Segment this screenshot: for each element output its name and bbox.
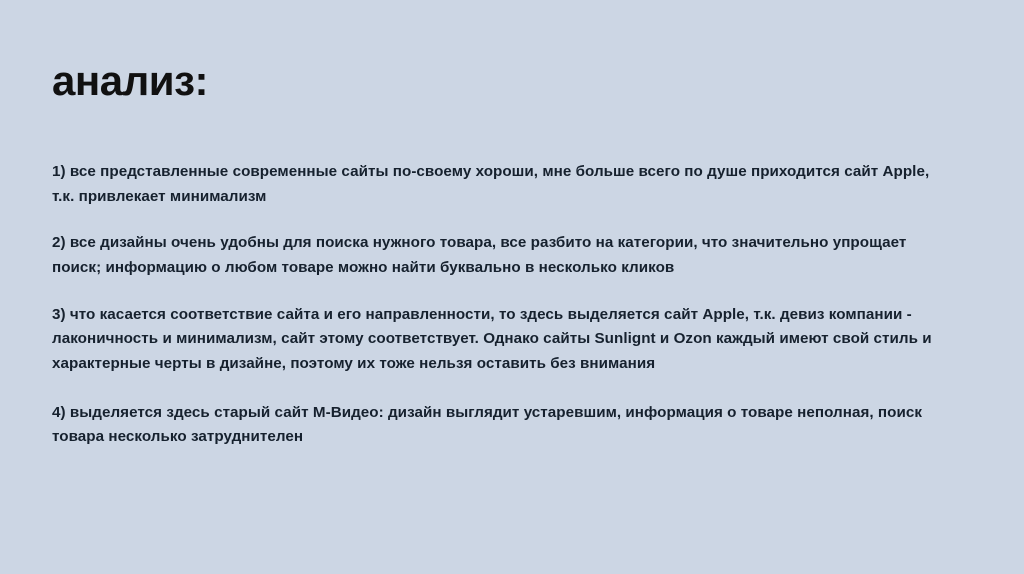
slide-title: анализ: (52, 57, 208, 104)
slide-content (52, 58, 972, 450)
analysis-paragraph-1: 1) все представленные современные сайты по-своему хороши, мне больше всего по душе приходится сайт Apple, т.к. привлекает минимализм (52, 163, 930, 205)
analysis-paragraph-list (52, 160, 972, 450)
analysis-paragraph-4: 4) выделяется здесь старый сайт М-Видео: дизайн выглядит устаревшим, информация о товаре неполная, поиск товара несколько затруднителен (52, 403, 922, 446)
analysis-paragraph-3: 3) что касается соответствие сайта и его направленности, то здесь выделяется сайт Apple, т.к. девиз компании - лаконичность и минимализм, сайт этому соответствует. Однако сайты Sunlignt и Ozon каждый имеют свой стиль и характерные черты в дизайне, поэтому их тоже нельзя оставить без внимания (52, 305, 932, 372)
analysis-paragraph-2: 2) все дизайны очень удобны для поиска нужного товара, все разбито на категории, что значительно упрощает поиск; информацию о любом товаре можно найти буквально в несколько кликов (52, 234, 907, 277)
